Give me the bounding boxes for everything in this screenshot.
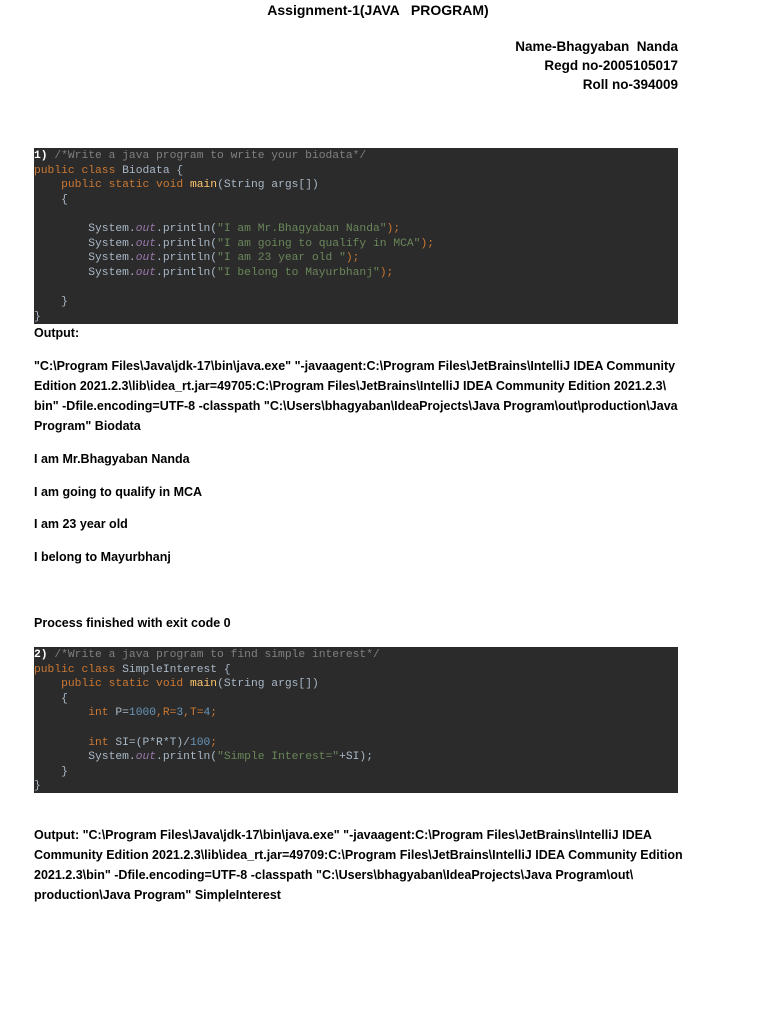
code-comment: /*Write a java program to find simple interest*/ <box>54 649 380 661</box>
code-line: System.out.println("I belong to Mayurbhanj"); <box>88 266 394 279</box>
code-line: } <box>34 310 41 323</box>
code-line: public class Biodata { <box>34 164 184 177</box>
code-line: { <box>61 692 68 705</box>
output-command-simple-interest: Output: "C:\Program Files\Java\jdk-17\bin\java.exe" "-javaagent:C:\Program Files\JetBrains\IntelliJ IDEA Community Edition 2021.2.3\lib\idea_rt.jar=49709:C:\Program Files\JetBrains\IntelliJ IDEA Community Edition 2021.2.3\bin" -Dfile.encoding=UTF-8 -classpath "C:\Users\bhagyaban\IdeaProjects\Java Program\out\ production\Java Program" SimpleInterest <box>34 828 683 902</box>
code-line: int P=1000,R=3,T=4; <box>88 707 218 720</box>
output-label: Output: <box>34 326 80 340</box>
code-line: } <box>61 765 68 778</box>
output-line: I am going to qualify in MCA <box>34 485 203 499</box>
output-line: I am Mr.Bhagyaban Nanda <box>34 452 190 466</box>
author-info <box>515 37 678 94</box>
code-block-biodata <box>34 148 678 324</box>
student-name: Name-Bhagyaban Nanda <box>515 39 678 54</box>
registration-number: Regd no-2005105017 <box>544 58 678 73</box>
code-line: System.out.println("I am going to qualify in MCA"); <box>88 237 435 250</box>
code-block-simple-interest <box>34 647 678 793</box>
code-line: int SI=(P*R*T)/100; <box>88 736 218 749</box>
code-line: } <box>34 780 41 793</box>
code-line: 1) /*Write a java program to write your biodata*/ <box>34 150 367 162</box>
exit-status: Process finished with exit code 0 <box>34 616 231 630</box>
output-line: I belong to Mayurbhanj <box>34 550 171 564</box>
code-comment: /*Write a java program to write your biodata*/ <box>54 150 367 162</box>
code-line <box>34 207 678 222</box>
code-line: System.out.println("Simple Interest="+SI); <box>88 751 373 764</box>
document-title: Assignment-1(JAVA PROGRAM) <box>267 2 489 18</box>
roll-number: Roll no-394009 <box>582 77 678 92</box>
code-line: 2) /*Write a java program to find simple interest*/ <box>34 649 380 661</box>
code-line: public static void main(String args[]) <box>61 678 319 691</box>
output-line: I am 23 year old <box>34 517 128 531</box>
code-line: System.out.println("I am 23 year old "); <box>88 252 360 265</box>
code-line: } <box>61 295 68 308</box>
output-command: "C:\Program Files\Java\jdk-17\bin\java.exe" "-javaagent:C:\Program Files\JetBrains\IntelliJ IDEA Community Edition 2021.2.3\lib\idea_rt.jar=49705:C:\Program Files\JetBrains\IntelliJ IDEA Community Edition 2021.2.3\ bin" -Dfile.encoding=UTF-8 -classpath "C:\Users\bhagyaban\IdeaProjects\Java Program\out\production\Java Program" Biodata <box>34 359 678 433</box>
code-line: public static void main(String args[]) <box>61 179 319 192</box>
code-line: System.out.println("I am Mr.Bhagyaban Nanda"); <box>88 222 401 235</box>
code-line: public class SimpleInterest { <box>34 663 231 676</box>
code-line <box>34 721 678 736</box>
code-line: { <box>61 193 68 206</box>
code-line <box>34 280 678 295</box>
